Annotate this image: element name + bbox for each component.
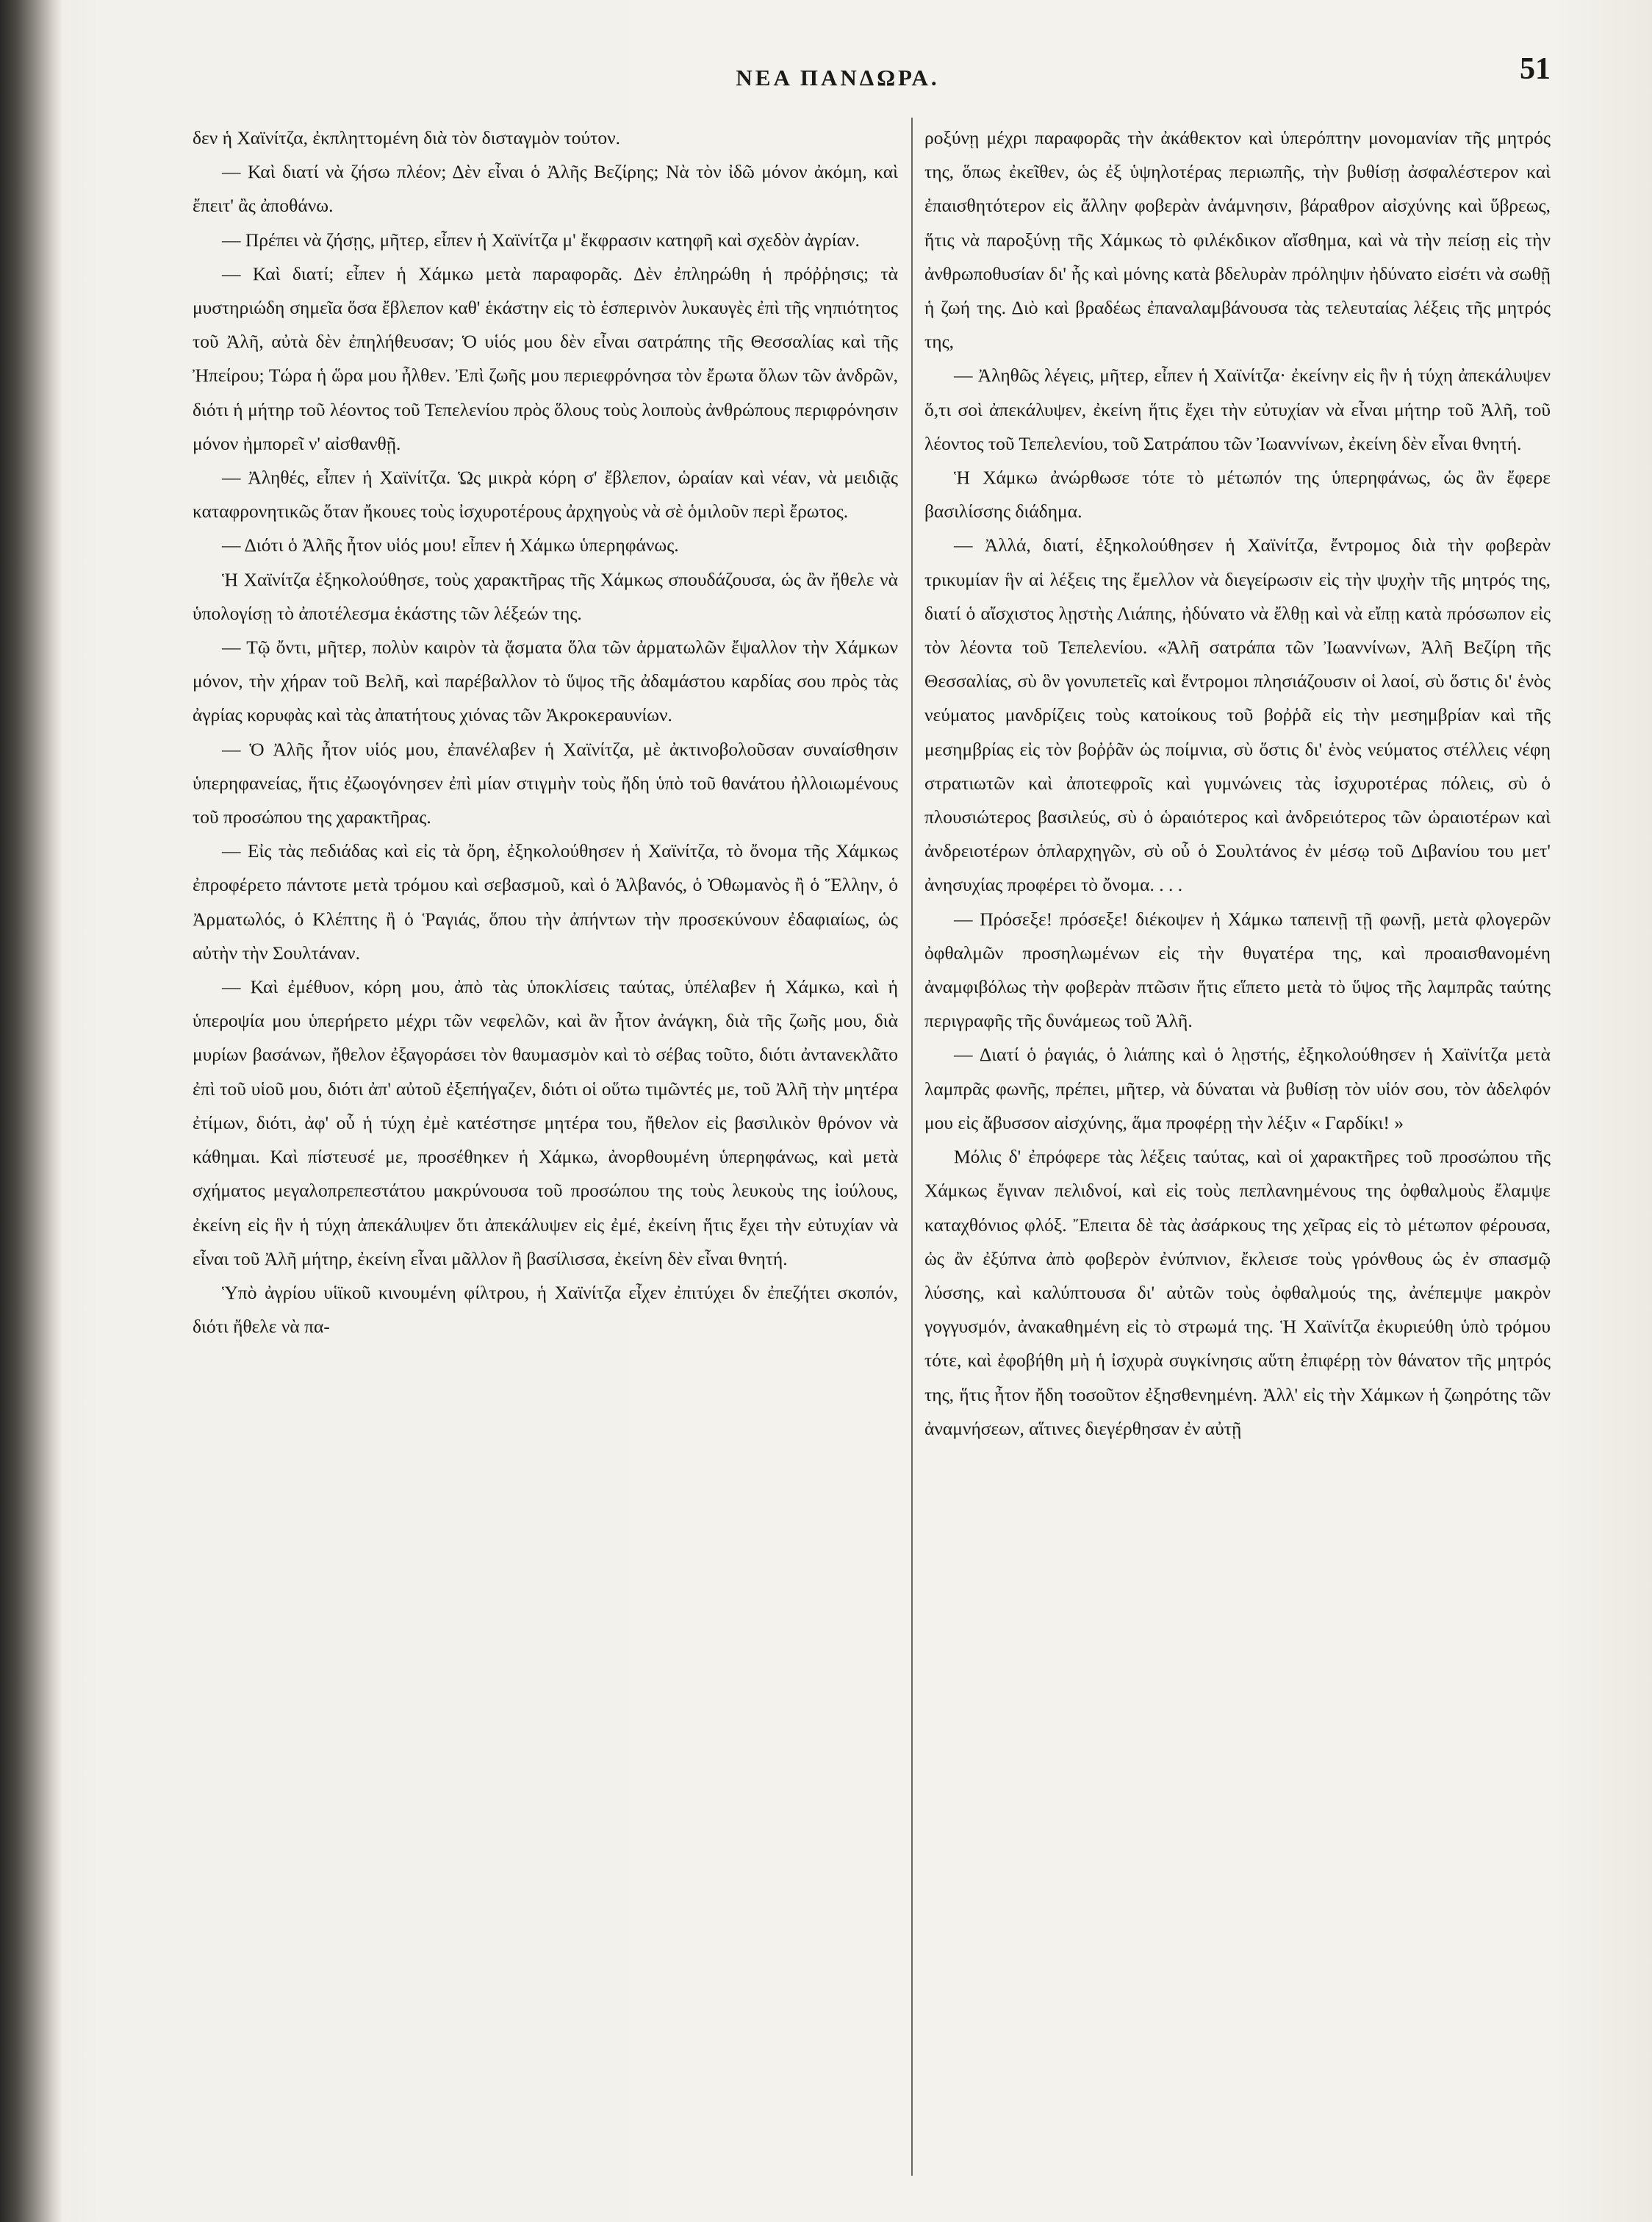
paragraph: — Τῷ ὄντι, μῆτερ, πολὺν καιρὸν τὰ ᾄσματα ὅλα τῶν ἀρματωλῶν ἔψαλλον τὴν Χάμκων μόνον, τὴν χήραν τοῦ Βελῆ, καὶ παρέβαλλον τὸ ὕψος τῆς ἀδαμάστου καρδίας σου πρὸς τὰς ἀγρίας κορυφὰς καὶ τὰς ἀπατήτους χιόνας τῶν Ἀκροκεραυνίων. [193,637,898,726]
left-column [193,121,898,2209]
binding-shadow [0,0,62,2222]
paragraph: Ἡ Χαϊνίτζα ἐξηκολούθησε, τοὺς χαρακτῆρας τῆς Χάμκως σπουδάζουσα, ὡς ἂν ἤθελε νὰ ὑπολογίσῃ τὸ ἀποτέλεσμα ἑκάστης τῶν λέξεών της. [193,568,898,624]
paragraph: — Ἀληθῶς λέγεις, μῆτερ, εἶπεν ἡ Χαϊνίτζα· ἐκείνην εἰς ἣν ἡ τύχη ἀπεκάλυψεν ὅ,τι σοὶ ἀπεκάλυψεν, ἐκείνη ἥτις ἔχει τὴν εὐτυχίαν νὰ εἶναι μήτηρ τοῦ Ἀλῆ, τοῦ λέοντος τοῦ Τεπελενίου, τοῦ Σατράπου τῶν Ἰωαννίνων, ἐκείνη δὲν εἶναι θνητή. [924,365,1551,454]
paragraph: — Ἀλλά, διατί, ἐξηκολούθησεν ἡ Χαϊνίτζα, ἔντρομος διὰ τὴν φοβερὰν τρικυμίαν ἣν αἱ λέξεις της ἔμελλον νὰ διεγείρωσιν εἰς τὴν ψυχὴν τῆς μητρός της, διατί ὁ αἴσχιστος λῃστὴς Λιάπης, ἠδύνατο νὰ ἔλθῃ καὶ νὰ εἴπῃ κατὰ πρόσωπον εἰς τὸν λέοντα τοῦ Τεπελενίου. «Ἀλῆ σατράπα τῶν Ἰωαννίνων, Ἀλῆ Βεζίρη τῆς Θεσσαλίας, σὺ ὃν γονυπετεῖς καὶ ἔντρομοι πλησιάζουσιν οἱ λαοί, σὺ ὅστις δι' ἑνὸς νεύματος μανδρίζεις τοὺς κατοίκους τοῦ βοῤῥᾶ εἰς τὴν μεσημβρίαν καὶ τῆς μεσημβρίας εἰς τὸν βοῤῥᾶν ὡς ποίμνια, σὺ ὅστις δι' ἑνὸς νεύματος στέλλεις νέφη στρατιωτῶν καὶ ἀποτεφροῖς καὶ γυμνώνεις τὰς ἰσχυροτέρας πόλεις, σὺ ὁ πλουσιώτερος βασιλεύς, σὺ ὁ ὡραιότερος καὶ ἀνδρειότερος τῶν ὡραιοτέρων καὶ ἀνδρειοτέρων ὁπλαρχηγῶν, σὺ οὗ ὁ Σουλτάνος ἐν μέσῳ τοῦ Διβανίου του μετ' ἀνησυχίας προφέρει τὸ ὄνομα. . . . [924,534,1551,896]
paragraph: — Πρέπει νὰ ζήσῃς, μῆτερ, εἶπεν ἡ Χαϊνίτζα μ' ἔκφρασιν κατηφῆ καὶ σχεδὸν ἀγρίαν. [222,229,860,251]
running-title: ΝΕΑ ΠΑΝΔΩΡΑ. [736,65,940,90]
paragraph: — Καὶ διατί νὰ ζήσω πλέον; Δὲν εἶναι ὁ Ἀλῆς Βεζίρης; Νὰ τὸν ἰδῶ μόνον ἀκόμη, καὶ ἔπειτ' ἂς ἀποθάνω. [193,161,898,217]
right-column [924,121,1551,2209]
paragraph: — Ὁ Ἀλῆς ἦτον υἱός μου, ἐπανέλαβεν ἡ Χαϊνίτζα, μὲ ἀκτινοβολοῦσαν συναίσθησιν ὑπερηφανείας, ἥτις ἐζωογόνησεν ἐπὶ μίαν στιγμὴν τοὺς ἤδη ὑπὸ τοῦ θανάτου ἠλλοιωμένους τοῦ προσώπου της χαρακτῆρας. [193,738,898,828]
paragraph: — Εἰς τὰς πεδιάδας καὶ εἰς τὰ ὄρη, ἐξηκολούθησεν ἡ Χαϊνίτζα, τὸ ὄνομα τῆς Χάμκως ἐπροφέρετο πάντοτε μετὰ τρόμου καὶ σεβασμοῦ, καὶ ὁ Ἀλβανός, ὁ Ὀθωμανὸς ἢ ὁ Ἕλλην, ὁ Ἀρματωλός, ὁ Κλέπτης ἢ ὁ Ῥαγιάς, ὅπου τὴν ἀπήντων τὴν προσεκύνουν ἐδαφιαίως, ὡς αὐτὴν τὴν Σουλτάναν. [193,840,898,964]
paragraph: — Πρόσεξε! πρόσεξε! διέκοψεν ἡ Χάμκω ταπεινῇ τῇ φωνῇ, μετὰ φλογερῶν ὀφθαλμῶν προσηλωμένων εἰς τὴν θυγατέρα της, καὶ προαισθανομένη ἀναμφιβόλως τὴν φοβερὰν πτῶσιν ἥτις εἵπετο μετὰ τὸ ὕψος τῆς λαμπρᾶς ταύτης περιγραφῆς τῆς δυνάμεως τοῦ Ἀλῆ. [924,908,1551,1032]
paragraph: — Διότι ὁ Ἀλῆς ἦτον υἱός μου! εἶπεν ἡ Χάμκω ὑπερηφάνως. [222,534,679,556]
paragraph: — Καὶ διατί; εἶπεν ἡ Χάμκω μετὰ παραφορᾶς. Δὲν ἐπληρώθη ἡ πρόῤῥησις; τὰ μυστηριώδη σημεῖα ὅσα ἔβλεπον καθ' ἑκάστην εἰς τὸ ἑσπερινὸν λυκαυγὲς ἐπὶ τῆς νηπιότητος τοῦ Ἀλῆ, αὐτὰ δὲν ἐπηλήθευσαν; Ὁ υἱός μου δὲν εἶναι σατράπης τῆς Θεσσαλίας καὶ τῆς Ἠπείρου; Τώρα ἡ ὥρα μου ἦλθεν. Ἐπὶ ζωῆς μου περιεφρόνησα τὸν ἔρωτα ὅλων τῶν ἀνδρῶν, διότι ἡ μήτηρ τοῦ λέοντος τοῦ Τεπελενίου πρὸς ὅλους τοὺς λοιποὺς ἀνθρώπους περιφρόνησιν μόνον ἠμπορεῖ ν' αἰσθανθῇ. [193,262,898,454]
page-header [169,52,1551,101]
paragraph: — Διατί ὁ ῥαγιάς, ὁ λιάπης καὶ ὁ λῃστής, ἐξηκολούθησεν ἡ Χαϊνίτζα μετὰ λαμπρᾶς φωνῆς, πρέπει, μῆτερ, νὰ δύναται νὰ βυθίσῃ τὸν υἱόν σου, τὸν ἀδελφόν μου εἰς ἄβυσσον αἰσχύνης, ἅμα προφέρῃ τὴν λέξιν « Γαρδίκι! » [924,1044,1551,1133]
paragraph: Ἡ Χάμκω ἀνώρθωσε τότε τὸ μέτωπόν της ὑπερηφάνως, ὡς ἂν ἔφερε βασιλίσσης διάδημα. [924,467,1551,523]
paragraph: Ὑπὸ ἀγρίου υἱϊκοῦ κινουμένη φίλτρου, ἡ Χαϊνίτζα εἶχεν ἐπιτύχει δν ἐπεζήτει σκοπόν, διότι ἤθελε νὰ πα- [193,1281,898,1338]
column-divider [911,118,913,2176]
paragraph: δεν ἡ Χαϊνίτζα, ἐκπληττομένη διὰ τὸν δισταγμὸν τούτον. [193,127,620,148]
page-number: 51 [1520,52,1551,86]
paragraph: Μόλις δ' ἐπρόφερε τὰς λέξεις ταύτας, καὶ οἱ χαρακτῆρες τοῦ προσώπου τῆς Χάμκως ἔγιναν πελιδνοί, καὶ εἰς τοὺς πεπλανημένους της ὀφθαλμοὺς ἔλαμψε καταχθόνιος φλόξ. Ἔπειτα δὲ τὰς ἀσάρκους της χεῖρας εἰς τὸ μέτωπον φέρουσα, ὡς ἂν ἐξύπνα ἀπὸ φοβερὸν ἐνύπνιον, ἔκλεισε τοὺς γρόνθους ὡς ἐν σπασμῷ λύσσης, καὶ καλύπτουσα δι' αὐτῶν τοὺς ὀφθαλμούς της, ἀνέπεμψε μακρὸν γογγυσμόν, ἀνακαθημένη εἰς τὸ στρωμά της. Ἡ Χαϊνίτζα ἐκυριεύθη ὑπὸ τρόμου τότε, καὶ ἐφοβήθη μὴ ἡ ἰσχυρὰ συγκίνησις αὕτη ἐπιφέρῃ τὸν θάνατον τῆς μητρός της, ἥτις ἦτον ἤδη τοσοῦτον ἐξησθενημένη. Ἀλλ' εἰς τὴν Χάμκων ἡ ζωηρότης τῶν ἀναμνήσεων, αἵτινες διεγέρθησαν ἐν αὐτῇ [924,1146,1551,1439]
paragraph: — Ἀληθές, εἶπεν ἡ Χαϊνίτζα. Ὡς μικρὰ κόρη σ' ἔβλεπον, ὡραίαν καὶ νέαν, νὰ μειδιᾷς καταφρονητικῶς ὅταν ἤκουες τοὺς ἰσχυροτέρους ἀρχηγοὺς νὰ σὲ ὁμιλοῦν περὶ ἔρωτος. [193,467,898,523]
paragraph: ροξύνῃ μέχρι παραφορᾶς τὴν ἀκάθεκτον καὶ ὑπερόπτην μονομανίαν τῆς μητρός της, ὅπως ἐκεῖθεν, ὡς ἐξ ὑψηλοτέρας περιωπῆς, τὴν βυθίσῃ ἀσφαλέστερον καὶ ἐπαισθητότερον εἰς ἄλλην φοβερὰν ἀνάμνησιν, βάραθρον αἰσχύνης καὶ ὕβρεως, ἥτις νὰ παροξύνῃ τῆς Χάμκως τὸ φιλέκδικον αἴσθημα, καὶ νὰ τὴν πείσῃ εἰς τὴν ἀνθρωποθυσίαν δι' ἧς καὶ μόνης κατὰ βδελυρὰν πρόληψιν ἠδύνατο εἰσέτι νὰ σωθῇ ἡ ζωή της. Διὸ καὶ βραδέως ἐπαναλαμβάνουσα τὰς τελευταίας λέξεις τῆς μητρός της, [924,127,1551,353]
paragraph: — Καὶ ἐμέθυον, κόρη μου, ἀπὸ τὰς ὑποκλίσεις ταύτας, ὑπέλαβεν ἡ Χάμκω, καὶ ἡ ὑπεροψία μου ὑπερήρετο μέχρι τῶν νεφελῶν, καὶ ἂν ἦτον ἀνάγκη, διὰ τῆς ζωῆς μου, διὰ μυρίων βασάνων, ἤθελον ἐξαγοράσει τὸν θαυμασμὸν καὶ τὸ σέβας τοῦτο, διότι ἀντανεκλᾶτο ἐπὶ τοῦ υἱοῦ μου, διότι ἀπ' αὐτοῦ ἐξεπήγαζεν, διότι οἱ οὕτω τιμῶντές με, τοῦ Ἀλῆ τὴν μητέρα ἐτίμων, διότι, ἀφ' οὗ ἡ τύχη ἐμὲ κατέστησε μητέρα του, ἤθελον εἰς βασιλικὸν θρόνον νὰ κάθημαι. Καὶ πίστευσέ με, προσέθηκεν ἡ Χάμκω, ἀνορθουμένη ὑπερηφάνως, καὶ μετὰ σχήματος μεγαλοπρεπεστάτου μακρύνουσα τοῦ προσώπου της τοὺς λευκοὺς της ἰούλους, ἐκείνη εἰς ἣν ἡ τύχη ἀπεκάλυψεν ὅτι ἀπεκάλυψεν εἰς ἐμέ, ἐκείνη ἥτις ἔχει τὴν εὐτυχίαν νὰ εἶναι τοῦ Ἀλῆ μήτηρ, ἐκείνη εἶναι μᾶλλον ἢ βασίλισσα, ἐκείνη δὲν εἶναι θνητή. [193,976,898,1269]
